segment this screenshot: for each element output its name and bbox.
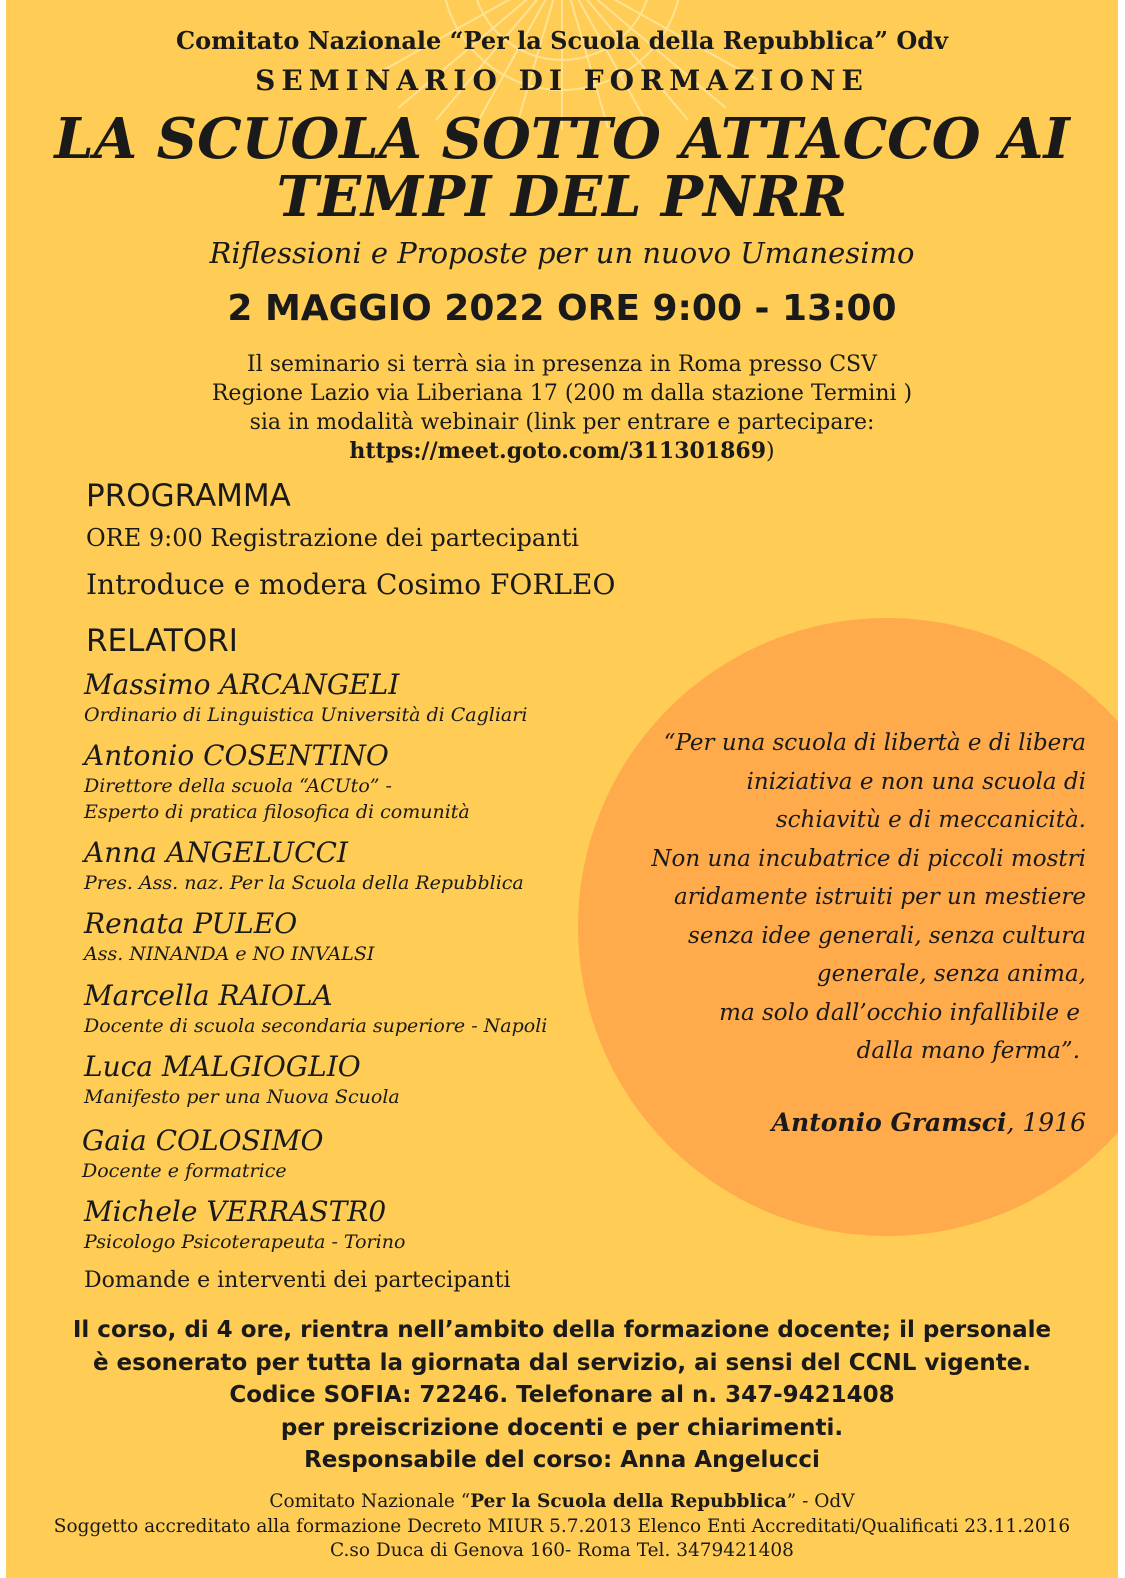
- webinar-link-line: [6, 437, 1118, 466]
- speaker-name: Renata PULEO: [84, 907, 298, 940]
- speaker-role: Esperto di pratica filosofica di comunità: [84, 801, 470, 823]
- subtitle: Riflessioni e Proposte per un nuovo Umanesimo: [209, 236, 915, 270]
- quote-author: [626, 1108, 1086, 1137]
- quote-line: senza idee generali, senza cultura: [688, 922, 1086, 949]
- webinar-link-close: ): [766, 439, 775, 464]
- venue-info: [6, 350, 1118, 466]
- registration-line: ORE 9:00 Registrazione dei partecipanti: [86, 524, 579, 552]
- footer-prefix: Comitato Nazionale “: [269, 1491, 471, 1512]
- course-line: per preiscrizione docenti e per chiarimenti.: [280, 1414, 844, 1441]
- footer-line2: Soggetto accreditato alla formazione Decreto MIUR 5.7.2013 Elenco Enti Accreditati/Qualificati 23.11.2016: [53, 1515, 1071, 1537]
- quote-line: “Per una scuola di libertà e di libera: [663, 730, 1086, 756]
- quote-line: iniziativa e non una scuola di: [746, 768, 1086, 795]
- speaker-role: Ordinario di Linguistica Università di Cagliari: [84, 704, 528, 726]
- speaker-role: Psicologo Psicoterapeuta - Torino: [84, 1231, 406, 1253]
- speaker-item: [84, 907, 374, 967]
- speaker-item: [84, 1195, 405, 1255]
- main-title-line2: TEMPI DEL PNRR: [276, 164, 848, 230]
- speaker-role: Docente e formatrice: [82, 1160, 287, 1182]
- seminar-label: SEMINARIO DI FORMAZIONE: [255, 64, 869, 97]
- quote-line: aridamente istruiti per un mestiere: [674, 884, 1086, 910]
- quote-line: schiavitù e di meccanicità.: [775, 807, 1086, 833]
- event-date: 2 MAGGIO 2022 ORE 9:00 - 13:00: [227, 288, 897, 329]
- organization-name: Comitato Nazionale “Per la Scuola della Repubblica” Odv: [175, 26, 948, 55]
- quote-line: ma solo dall’occhio infallibile e: [719, 999, 1080, 1026]
- program-heading: PROGRAMMA: [86, 478, 291, 514]
- venue-line3: sia in modalità webinair (link per entrare e partecipare:: [249, 410, 875, 435]
- course-line: Il corso, di 4 ore, rientra nell’ambito della formazione docente; il personale: [72, 1317, 1052, 1343]
- quote-year: , 1916: [1006, 1108, 1086, 1137]
- quote-line: generale, senza anima,: [816, 961, 1086, 987]
- quote-line: dalla mano ferma”.: [856, 1038, 1080, 1064]
- speaker-role: Ass. NINANDA e NO INVALSI: [84, 943, 375, 965]
- speaker-role: Manifesto per una Nuova Scuola: [84, 1086, 400, 1108]
- main-title-line1: LA SCUOLA SOTTO ATTACCO AI: [54, 106, 1070, 172]
- quote-author-name: Antonio Gramsci: [771, 1108, 1007, 1137]
- webinar-link[interactable]: https://meet.goto.com/311301869: [349, 438, 767, 464]
- quote-line: Non una incubatrice di piccoli mostri: [651, 845, 1086, 872]
- footer: [6, 1490, 1118, 1564]
- speaker-item: [84, 668, 527, 728]
- footer-line1: [6, 1490, 1118, 1515]
- footer-suffix: ” - OdV: [786, 1491, 855, 1512]
- course-line: Codice SOFIA: 72246. Telefonare al n. 347-9421408: [229, 1382, 895, 1408]
- course-line: Responsabile del corso: Anna Angelucci: [304, 1447, 820, 1473]
- speaker-name: Massimo ARCANGELI: [84, 668, 400, 701]
- footer-line3: C.so Duca di Genova 160- Roma Tel. 3479421408: [330, 1540, 794, 1561]
- speaker-role: Direttore della scuola “ACUto” -: [84, 775, 392, 797]
- speakers-heading: RELATORI: [86, 623, 238, 659]
- questions-line: Domande e interventi dei partecipanti: [84, 1268, 511, 1293]
- speaker-item: [84, 739, 470, 825]
- speaker-item: [82, 1124, 323, 1184]
- footer-org-name: Per la Scuola della Repubblica: [470, 1491, 787, 1512]
- speaker-name: Michele VERRASTR0: [84, 1195, 387, 1228]
- venue-line2: Regione Lazio via Liberiana 17 (200 m dalla stazione Termini ): [211, 381, 913, 406]
- speaker-item: [84, 836, 524, 896]
- speaker-item: [84, 979, 547, 1039]
- speaker-name: Anna ANGELUCCI: [84, 836, 348, 869]
- course-info: [6, 1314, 1118, 1477]
- moderator-line: Introduce e modera Cosimo FORLEO: [86, 568, 616, 601]
- speaker-role: Docente di scuola secondaria superiore - Napoli: [84, 1015, 548, 1037]
- speaker-role: Pres. Ass. naz. Per la Scuola della Repubblica: [84, 872, 524, 894]
- poster: [6, 0, 1118, 1578]
- speaker-name: Luca MALGIOGLIO: [84, 1050, 361, 1083]
- venue-line1: Il seminario si terrà sia in presenza in Roma presso CSV: [247, 352, 877, 377]
- main-title: [6, 106, 1118, 230]
- speaker-name: Gaia COLOSIMO: [82, 1124, 324, 1157]
- course-line: è esonerato per tutta la giornata dal servizio, ai sensi del CCNL vigente.: [92, 1349, 1032, 1376]
- speaker-name: Marcella RAIOLA: [84, 979, 333, 1012]
- speaker-item: [84, 1050, 400, 1110]
- speaker-name: Antonio COSENTINO: [84, 739, 389, 772]
- gramsci-quote: [626, 724, 1086, 1071]
